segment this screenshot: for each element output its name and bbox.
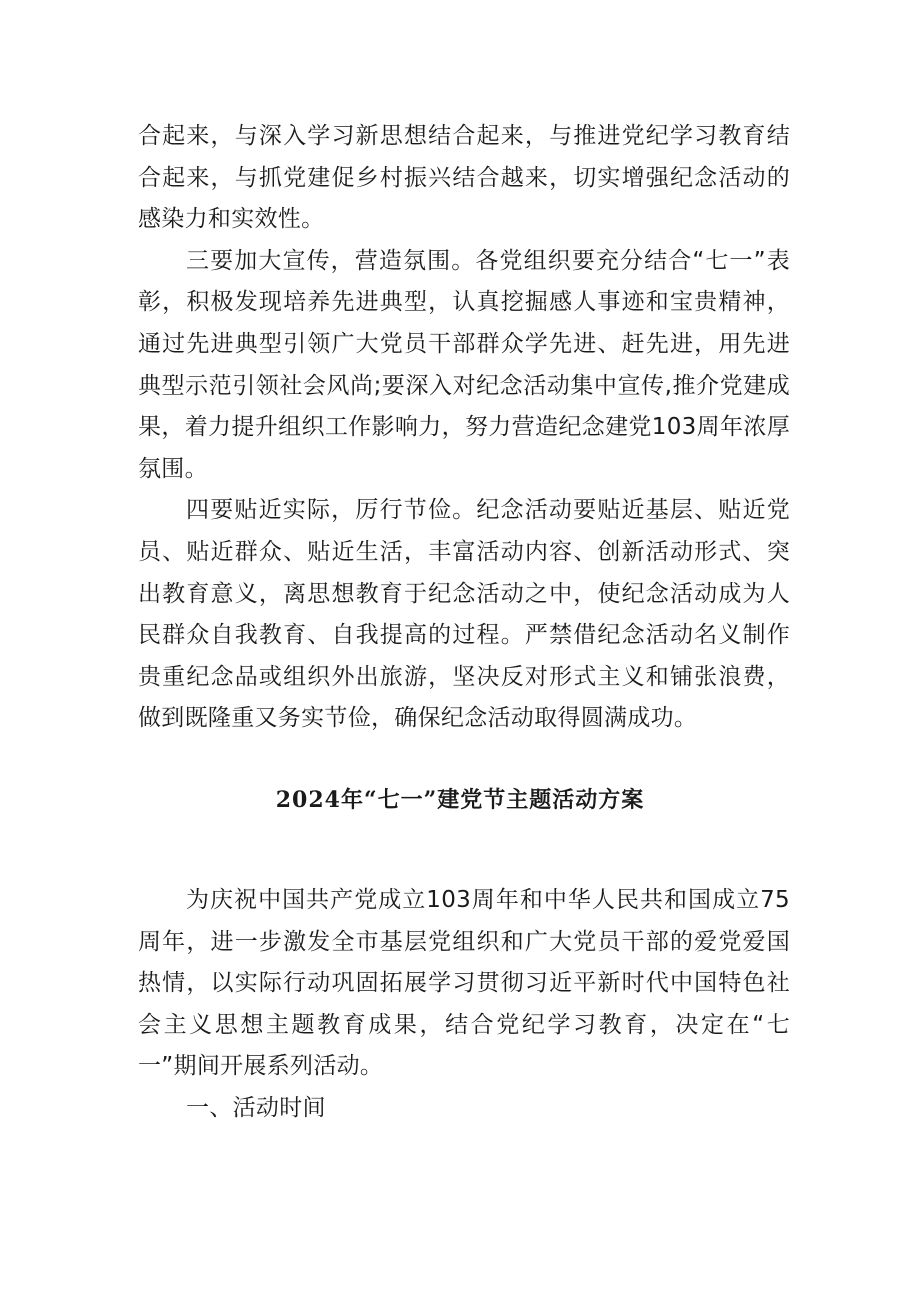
paragraph-continuation: 合起来，与深入学习新思想结合起来，与推进党纪学习教育结合起来，与抓党建促乡村振兴结合越来，切实增强纪念活动的感染力和实效性。 bbox=[138, 123, 790, 233]
top-text-block bbox=[138, 116, 790, 740]
heading-activity-time: 一、活动时间 bbox=[186, 1094, 326, 1121]
section-title: 2024年“七一”建党节主题活动方案 bbox=[275, 787, 645, 813]
paragraph-frugality: 四要贴近实际，厉行节俭。纪念活动要贴近基层、贴近党员、贴近群众、贴近生活，丰富活动内容、创新活动形式、突出教育意义，离思想教育于纪念活动之中，使纪念活动成为人民群众自我教育、自我提高的过程。严禁借纪念活动名义制作贵重纪念品或组织外出旅游，坚决反对形式主义和铺张浪费，做到既隆重又务实节俭，确保纪念活动取得圆满成功。 bbox=[138, 497, 790, 732]
bottom-text-block bbox=[138, 880, 790, 1130]
paragraph-intro: 为庆祝中国共产党成立103周年和中华人民共和国成立75周年，进一步激发全市基层党组织和广大党员干部的爱党爱国热情，以实际行动巩固拓展学习贯彻习近平新时代中国特色社会主义思想主题教育成果，结合党纪学习教育，决定在“七一”期间开展系列活动。 bbox=[138, 887, 790, 1080]
paragraph-publicity: 三要加大宣传，营造氛围。各党组织要充分结合“七一”表彰，积极发现培养先进典型，认真挖掘感人事迹和宝贵精神，通过先进典型引领广大党员干部群众学先进、赶先进，用先进典型示范引领社会风尚;要深入对纪念活动集中宣传,推介党建成果，着力提升组织工作影响力，努力营造纪念建党103周年浓厚氛围。 bbox=[138, 247, 790, 482]
